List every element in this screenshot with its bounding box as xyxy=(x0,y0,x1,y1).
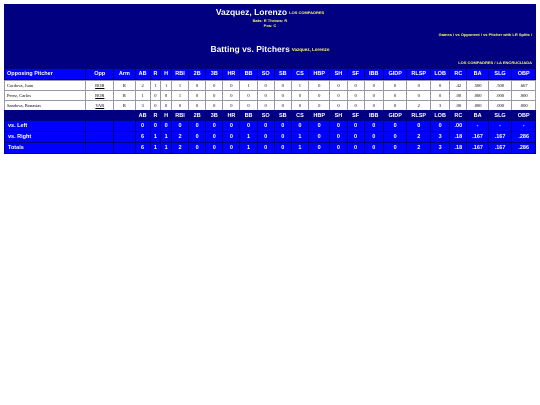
column-header-opp[interactable]: Opp xyxy=(86,69,114,80)
report-nav xyxy=(439,32,532,37)
splits-column-header-obp: OBP xyxy=(512,111,536,121)
split-label: Totals xyxy=(5,143,86,154)
stat-cell-gidp: 0 xyxy=(383,101,407,111)
section-title-text: Batting vs. Pitchers xyxy=(210,44,290,54)
split-stat-cell-sh: 0 xyxy=(330,132,347,143)
split-stat-cell-sh: 0 xyxy=(330,121,347,132)
split-stat-cell-hbp: 0 xyxy=(308,132,329,143)
split-row-vs-left xyxy=(5,121,536,132)
stat-cell-so: 0 xyxy=(257,91,274,101)
column-header-rbi[interactable]: RBI xyxy=(171,69,188,80)
stat-cell-sh: 0 xyxy=(330,81,347,91)
team-link-separator: / xyxy=(493,60,497,65)
split-stat-cell-sf: 0 xyxy=(347,121,364,132)
stat-cell-cs: 1 xyxy=(291,81,308,91)
stat-cell-rc: .00 xyxy=(450,91,467,101)
team-link-la-encrucijada[interactable]: LA ENCRUCIJADA xyxy=(496,60,532,65)
column-header-lob[interactable]: LOB xyxy=(431,69,450,80)
column-header-arm[interactable]: Arm xyxy=(114,69,135,80)
pitcher-name-cell: Perez, Carlos xyxy=(5,91,86,101)
split-stat-cell-rlsp: 2 xyxy=(407,132,431,143)
stat-cell-slg: .500 xyxy=(488,81,512,91)
pitcher-table-header xyxy=(4,68,536,80)
stat-cell-gidp: 0 xyxy=(383,91,407,101)
stat-cell-opp xyxy=(86,91,114,101)
pitcher-table xyxy=(4,80,536,111)
stat-cell-h: 0 xyxy=(161,91,172,101)
splits-column-header-sh: SH xyxy=(330,111,347,121)
split-stat-cell-3b: 0 xyxy=(206,121,223,132)
split-stat-cell-blank xyxy=(86,132,114,143)
split-stat-cell-blank xyxy=(86,121,114,132)
table-row xyxy=(5,91,536,101)
stat-cell-hbp: 0 xyxy=(308,101,329,111)
stat-cell-r: 0 xyxy=(150,91,161,101)
stat-cell-sb: 0 xyxy=(274,81,291,91)
stat-cell-hr: 0 xyxy=(223,81,240,91)
column-header-sf[interactable]: SF xyxy=(347,69,364,80)
player-team: LOS COMPADRES xyxy=(289,10,325,15)
stat-cell-sf: 0 xyxy=(347,91,364,101)
section-title xyxy=(4,44,536,55)
split-stat-cell-3b: 0 xyxy=(206,143,223,154)
stat-cell-hr: 0 xyxy=(223,91,240,101)
split-stat-cell-r: 0 xyxy=(150,121,161,132)
split-stat-cell-hbp: 0 xyxy=(308,143,329,154)
stat-cell-hbp: 0 xyxy=(308,91,329,101)
stat-cell-hr: 0 xyxy=(223,101,240,111)
split-stat-cell-blank xyxy=(114,121,135,132)
stat-cell-rbi: 1 xyxy=(171,81,188,91)
split-stat-cell-cs: 1 xyxy=(291,132,308,143)
splits-column-header-r: R xyxy=(150,111,161,121)
split-stat-cell-ba: .167 xyxy=(467,143,488,154)
stat-cell-obp: .000 xyxy=(512,91,536,101)
column-header-rlsp[interactable]: RLSP xyxy=(407,69,431,80)
column-header-ibb[interactable]: IBB xyxy=(364,69,383,80)
opponent-team-link[interactable]: VAR xyxy=(95,103,105,108)
split-stat-cell-obp: .286 xyxy=(512,143,536,154)
split-stat-cell-gidp: 0 xyxy=(383,121,407,132)
split-stat-cell-sf: 0 xyxy=(347,132,364,143)
split-stat-cell-so: 0 xyxy=(257,121,274,132)
splits-column-header-cs: CS xyxy=(291,111,308,121)
column-header-so[interactable]: SO xyxy=(257,69,274,80)
stat-cell-obp: .667 xyxy=(512,81,536,91)
column-header-hr[interactable]: HR xyxy=(223,69,240,80)
column-header-sb[interactable]: SB xyxy=(274,69,291,80)
split-stat-cell-so: 0 xyxy=(257,132,274,143)
stat-cell-gidp: 0 xyxy=(383,81,407,91)
stat-cell-r: 1 xyxy=(150,81,161,91)
splits-column-header-ba: BA xyxy=(467,111,488,121)
pitcher-table-body xyxy=(4,80,536,111)
stat-cell-sh: 0 xyxy=(330,101,347,111)
splits-table xyxy=(4,110,536,154)
nav-separator: / xyxy=(451,32,456,37)
stat-cell-sf: 0 xyxy=(347,81,364,91)
stat-cell-ba: .500 xyxy=(467,81,488,91)
split-stat-cell-gidp: 0 xyxy=(383,143,407,154)
stat-cell-2b: 0 xyxy=(189,101,206,111)
column-header-3b[interactable]: 3B xyxy=(206,69,223,80)
team-links xyxy=(458,60,532,65)
nav-vs-pitcher-lr-link[interactable]: vs Pitcher with LR Splits xyxy=(483,32,530,37)
split-label: vs. Left xyxy=(5,121,86,132)
splits-column-header-blank xyxy=(114,111,135,121)
split-stat-cell-2b: 0 xyxy=(189,132,206,143)
stat-cell-ab: 3 xyxy=(135,101,150,111)
stat-cell-obp: .000 xyxy=(512,101,536,111)
split-stat-cell-lob: 3 xyxy=(431,132,450,143)
stat-cell-sb: 0 xyxy=(274,91,291,101)
stat-cell-ibb: 0 xyxy=(364,81,383,91)
stat-cell-h: 0 xyxy=(161,101,172,111)
splits-column-header-hr: HR xyxy=(223,111,240,121)
stat-cell-arm: R xyxy=(114,101,135,111)
pitcher-name-cell: Sandova, Bonasias xyxy=(5,101,86,111)
split-stat-cell-sf: 0 xyxy=(347,143,364,154)
split-stat-cell-ba: - xyxy=(467,121,488,132)
splits-column-header-slg: SLG xyxy=(488,111,512,121)
nav-games-link[interactable]: Games xyxy=(438,32,452,37)
split-stat-cell-rbi: 0 xyxy=(171,121,188,132)
table-row xyxy=(5,101,536,111)
split-stat-cell-ibb: 0 xyxy=(364,143,383,154)
split-stat-cell-ba: .167 xyxy=(467,132,488,143)
split-stat-cell-ab: 0 xyxy=(135,121,150,132)
split-stat-cell-rlsp: 0 xyxy=(407,121,431,132)
split-stat-cell-hbp: 0 xyxy=(308,121,329,132)
splits-column-header-ab: AB xyxy=(135,111,150,121)
stat-cell-lob: 0 xyxy=(431,91,450,101)
splits-column-header-rbi: RBI xyxy=(171,111,188,121)
split-stat-cell-ab: 6 xyxy=(135,132,150,143)
column-header-hbp[interactable]: HBP xyxy=(308,69,329,80)
stat-cell-ibb: 0 xyxy=(364,91,383,101)
stat-cell-rlsp: 2 xyxy=(407,101,431,111)
stat-cell-rlsp: 0 xyxy=(407,91,431,101)
column-header-h[interactable]: H xyxy=(161,69,172,80)
split-stat-cell-hr: 0 xyxy=(223,121,240,132)
opponent-team-link[interactable]: BOR xyxy=(95,93,105,98)
stat-cell-slg: .000 xyxy=(488,91,512,101)
stat-cell-rbi: 0 xyxy=(171,101,188,111)
split-stat-cell-h: 0 xyxy=(161,121,172,132)
column-header-r[interactable]: R xyxy=(150,69,161,80)
stat-cell-2b: 0 xyxy=(189,81,206,91)
stat-cell-bb: 0 xyxy=(240,91,257,101)
stat-cell-arm: R xyxy=(114,91,135,101)
stat-cell-sb: 0 xyxy=(274,101,291,111)
column-header-bb[interactable]: BB xyxy=(240,69,257,80)
column-header-sh[interactable]: SH xyxy=(330,69,347,80)
split-stat-cell-2b: 0 xyxy=(189,121,206,132)
column-header-cs[interactable]: CS xyxy=(291,69,308,80)
splits-column-header-sb: SB xyxy=(274,111,291,121)
split-stat-cell-3b: 0 xyxy=(206,132,223,143)
stat-cell-bb: 1 xyxy=(240,81,257,91)
stat-cell-3b: 0 xyxy=(206,91,223,101)
split-stat-cell-r: 1 xyxy=(150,143,161,154)
pitcher-name-cell: Cordova, Juan xyxy=(5,81,86,91)
split-stat-cell-sh: 0 xyxy=(330,143,347,154)
stat-cell-sf: 0 xyxy=(347,101,364,111)
column-header-rc[interactable]: RC xyxy=(450,69,467,80)
split-stat-cell-slg: - xyxy=(488,121,512,132)
opponent-team-link[interactable]: BOR xyxy=(95,83,105,88)
split-stat-cell-rc: .00 xyxy=(450,121,467,132)
stat-cell-ba: .000 xyxy=(467,91,488,101)
table-row xyxy=(5,81,536,91)
split-stat-cell-bb: 1 xyxy=(240,132,257,143)
splits-column-header-rlsp: RLSP xyxy=(407,111,431,121)
player-heading xyxy=(4,7,536,18)
stat-cell-rc: .42 xyxy=(450,81,467,91)
nav-separator: / xyxy=(479,32,484,37)
column-header-opposing-pitcher[interactable]: Opposing Pitcher xyxy=(5,69,86,80)
split-stat-cell-ibb: 0 xyxy=(364,121,383,132)
header-row xyxy=(5,69,536,80)
stat-cell-3b: 0 xyxy=(206,81,223,91)
stat-cell-so: 0 xyxy=(257,81,274,91)
stat-cell-opp xyxy=(86,101,114,111)
page xyxy=(4,4,536,151)
column-header-ba[interactable]: BA xyxy=(467,69,488,80)
column-header-ab[interactable]: AB xyxy=(135,69,150,80)
stat-cell-rlsp: 0 xyxy=(407,81,431,91)
splits-column-header-hbp: HBP xyxy=(308,111,329,121)
split-stat-cell-rlsp: 2 xyxy=(407,143,431,154)
team-link-los-compadres[interactable]: LOS COMPADRES xyxy=(458,60,494,65)
stat-cell-so: 0 xyxy=(257,101,274,111)
stat-cell-rc: .00 xyxy=(450,101,467,111)
split-stat-cell-rbi: 2 xyxy=(171,132,188,143)
split-stat-cell-slg: .167 xyxy=(488,143,512,154)
split-stat-cell-hr: 0 xyxy=(223,143,240,154)
splits-column-header-sf: SF xyxy=(347,111,364,121)
split-stat-cell-sb: 0 xyxy=(274,121,291,132)
stat-cell-slg: .000 xyxy=(488,101,512,111)
splits-column-header-gidp: GIDP xyxy=(383,111,407,121)
split-stat-cell-r: 1 xyxy=(150,132,161,143)
stat-cell-lob: 0 xyxy=(431,81,450,91)
split-stat-cell-cs: 1 xyxy=(291,143,308,154)
stat-cell-sh: 0 xyxy=(330,91,347,101)
splits-column-header-lob: LOB xyxy=(431,111,450,121)
column-header-slg[interactable]: SLG xyxy=(488,69,512,80)
split-stat-cell-slg: .167 xyxy=(488,132,512,143)
section-subtitle: Vazquez, Lorenzo xyxy=(291,47,330,52)
split-stat-cell-rc: .18 xyxy=(450,132,467,143)
stat-cell-cs: 0 xyxy=(291,101,308,111)
split-label: vs. Right xyxy=(5,132,86,143)
split-stat-cell-lob: 0 xyxy=(431,121,450,132)
split-stat-cell-cs: 0 xyxy=(291,121,308,132)
split-stat-cell-sb: 0 xyxy=(274,143,291,154)
split-stat-cell-2b: 0 xyxy=(189,143,206,154)
split-stat-cell-bb: 1 xyxy=(240,143,257,154)
column-header-2b[interactable]: 2B xyxy=(189,69,206,80)
splits-column-header-so: SO xyxy=(257,111,274,121)
split-stat-cell-h: 1 xyxy=(161,132,172,143)
split-stat-cell-obp: .286 xyxy=(512,132,536,143)
column-header-obp[interactable]: OBP xyxy=(512,69,536,80)
nav-separator: / xyxy=(529,32,532,37)
splits-column-header-h: H xyxy=(161,111,172,121)
split-stat-cell-lob: 3 xyxy=(431,143,450,154)
stat-cell-ab: 1 xyxy=(135,91,150,101)
split-stat-cell-blank xyxy=(114,143,135,154)
stat-cell-arm: R xyxy=(114,81,135,91)
splits-column-header-blank xyxy=(5,111,86,121)
nav-vs-opponent-link[interactable]: vs Opponent xyxy=(455,32,480,37)
split-stat-cell-h: 1 xyxy=(161,143,172,154)
stat-cell-lob: 3 xyxy=(431,101,450,111)
split-stat-cell-sb: 0 xyxy=(274,132,291,143)
split-row-totals xyxy=(5,143,536,154)
stat-cell-ibb: 0 xyxy=(364,101,383,111)
split-stat-cell-ab: 6 xyxy=(135,143,150,154)
bats-throws: Bats: R Throws: R xyxy=(252,18,288,23)
stat-cell-h: 1 xyxy=(161,81,172,91)
splits-column-header-2b: 2B xyxy=(189,111,206,121)
split-stat-cell-rbi: 2 xyxy=(171,143,188,154)
splits-column-header-rc: RC xyxy=(450,111,467,121)
split-stat-cell-gidp: 0 xyxy=(383,132,407,143)
split-row-vs-right xyxy=(5,132,536,143)
splits-column-header-ibb: IBB xyxy=(364,111,383,121)
split-stat-cell-so: 0 xyxy=(257,143,274,154)
split-stat-cell-obp: - xyxy=(512,121,536,132)
stat-cell-bb: 0 xyxy=(240,101,257,111)
splits-column-header-bb: BB xyxy=(240,111,257,121)
split-stat-cell-hr: 0 xyxy=(223,132,240,143)
split-stat-cell-rc: .18 xyxy=(450,143,467,154)
column-header-gidp[interactable]: GIDP xyxy=(383,69,407,80)
stat-cell-r: 0 xyxy=(150,101,161,111)
stat-cell-2b: 0 xyxy=(189,91,206,101)
player-name: Vazquez, Lorenzo xyxy=(215,7,288,17)
splits-table-wrap xyxy=(4,110,536,154)
stat-cell-rbi: 1 xyxy=(171,91,188,101)
stat-cell-opp xyxy=(86,81,114,91)
stat-cell-ba: .000 xyxy=(467,101,488,111)
split-stat-cell-blank xyxy=(86,143,114,154)
stat-cell-hbp: 0 xyxy=(308,81,329,91)
position: Pos: C xyxy=(263,23,277,28)
split-stat-cell-ibb: 0 xyxy=(364,132,383,143)
split-stat-cell-bb: 0 xyxy=(240,121,257,132)
splits-column-header-blank xyxy=(86,111,114,121)
stat-cell-ab: 2 xyxy=(135,81,150,91)
splits-column-header-3b: 3B xyxy=(206,111,223,121)
split-stat-cell-blank xyxy=(114,132,135,143)
stat-cell-3b: 0 xyxy=(206,101,223,111)
splits-header-row xyxy=(5,111,536,121)
stat-cell-cs: 0 xyxy=(291,91,308,101)
